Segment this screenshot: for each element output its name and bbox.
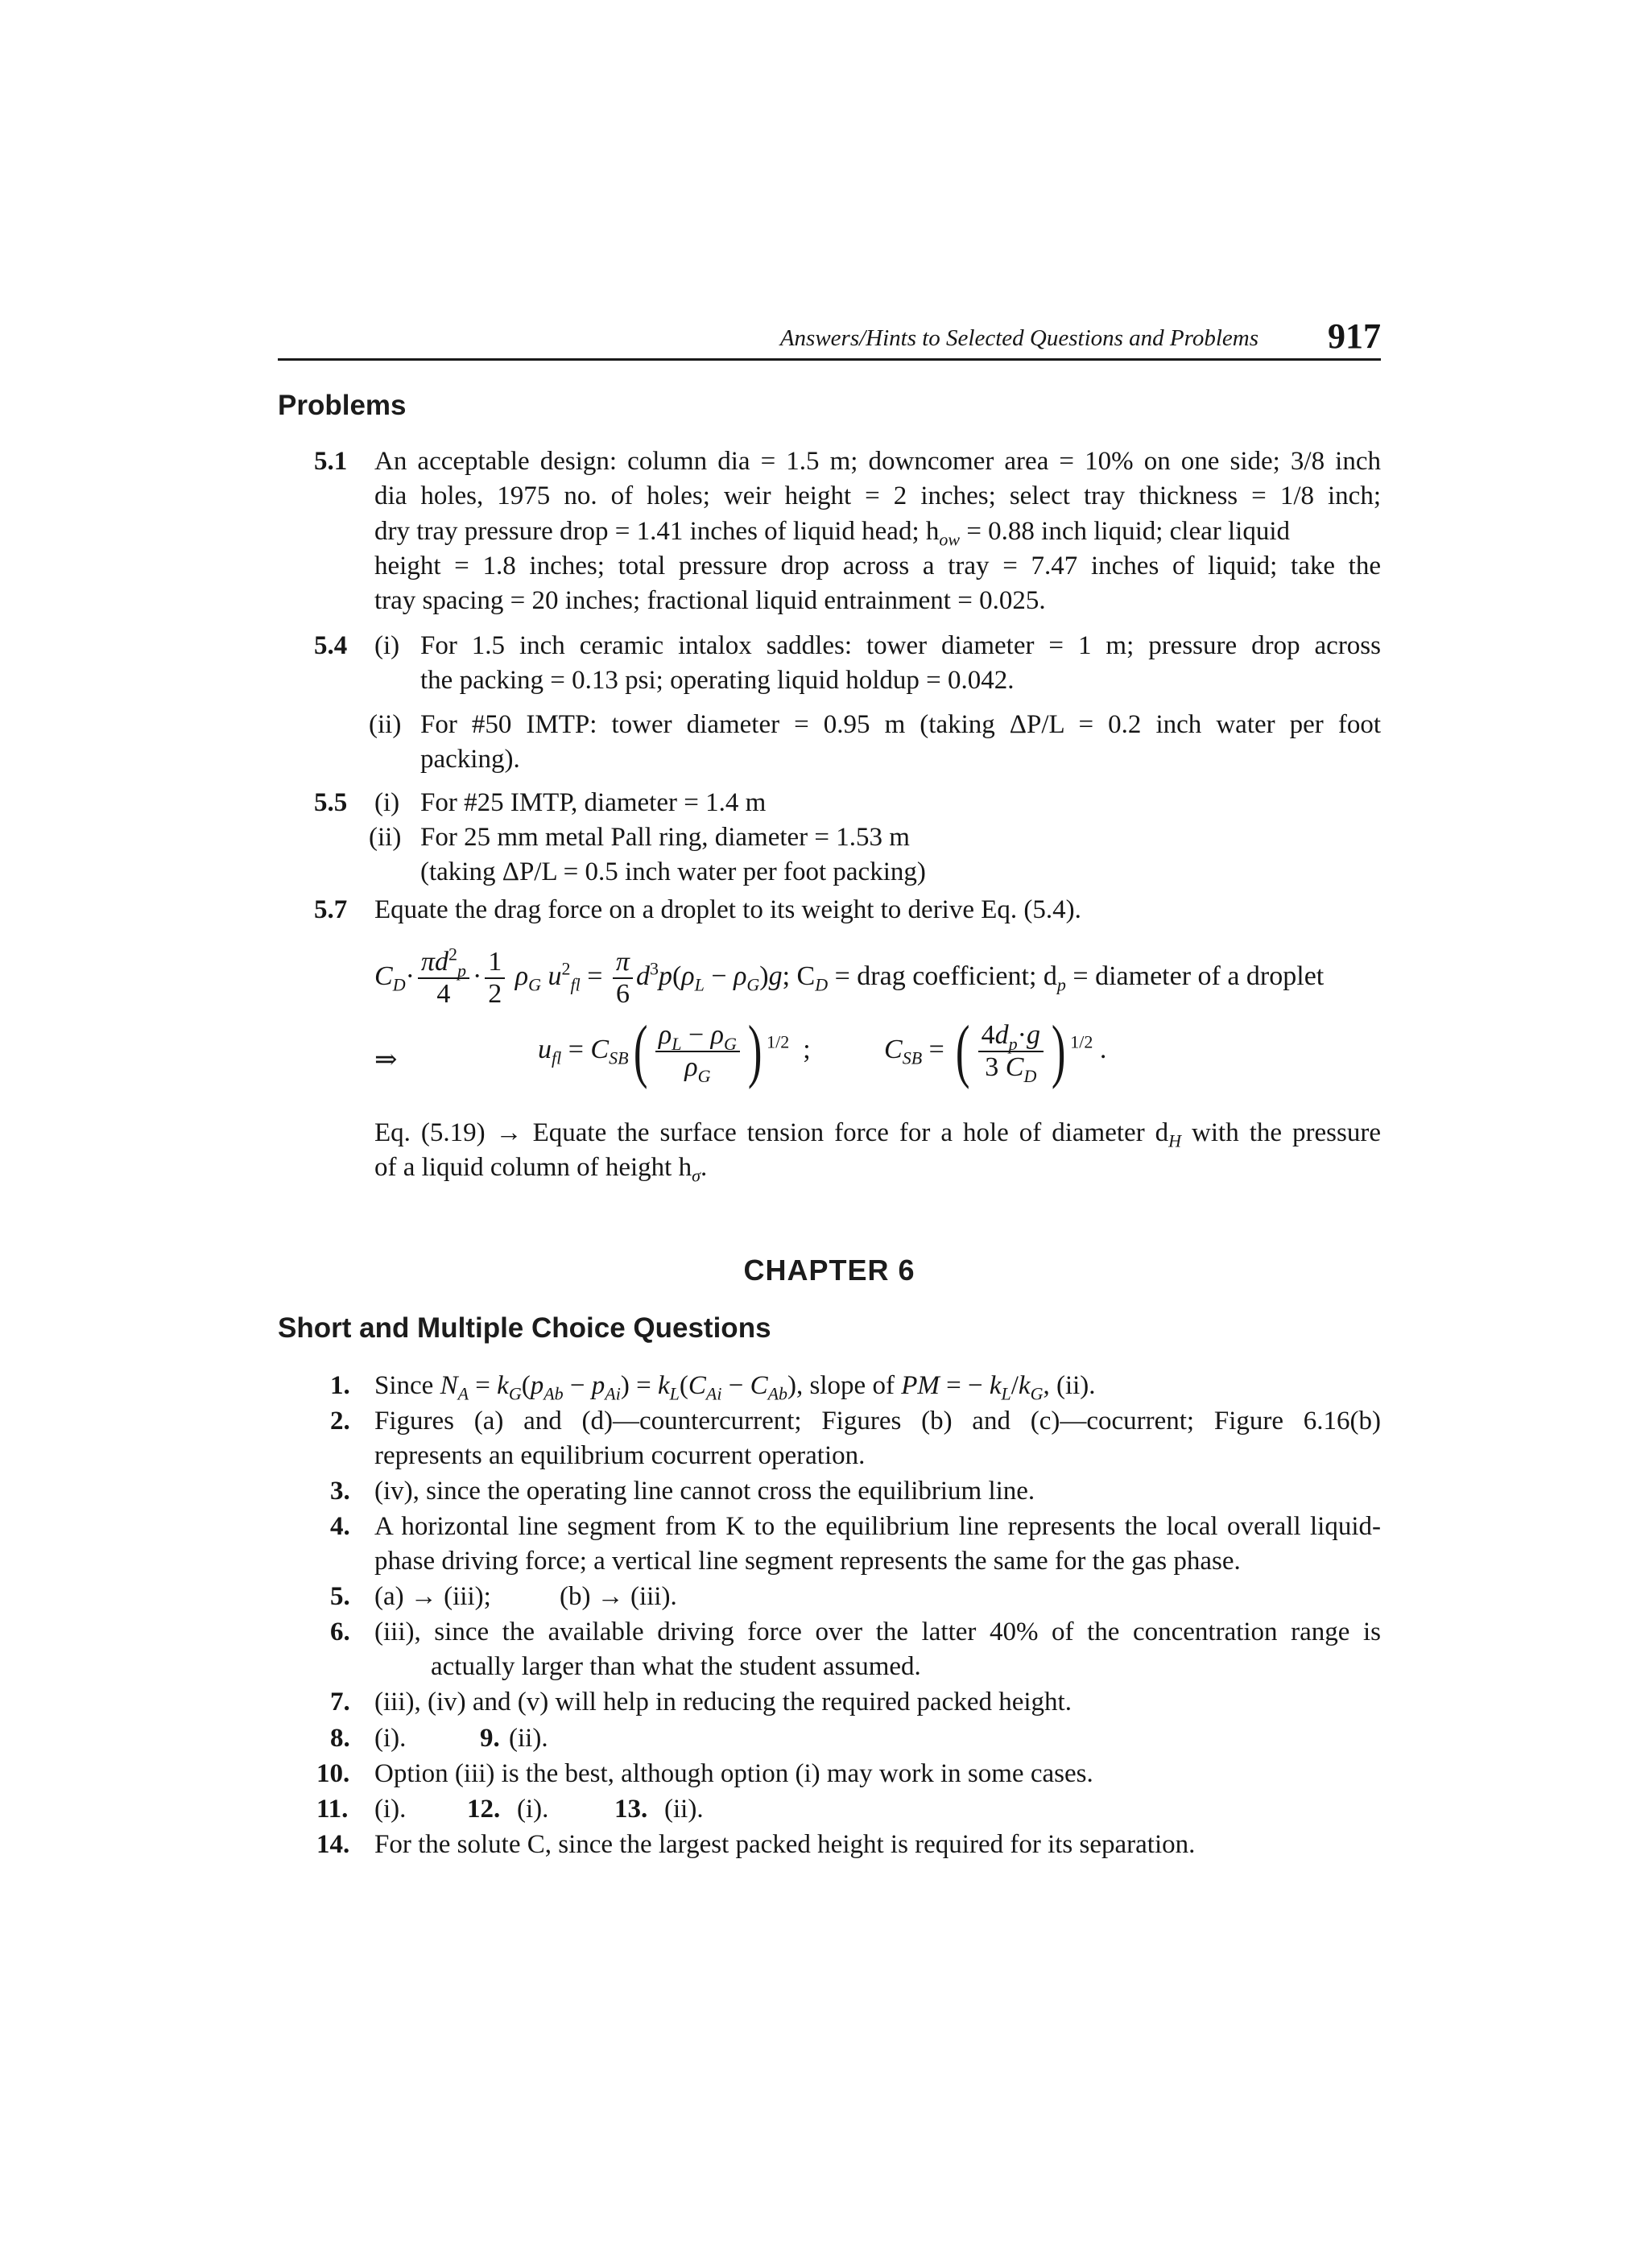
problem-5-4-line: For 1.5 inch ceramic intalox saddles: tower diameter = 1 m; pressure drop across bbox=[420, 631, 1381, 660]
answer-text: (b) → (iii). bbox=[560, 1582, 677, 1611]
answer-number: 4. bbox=[330, 1512, 350, 1541]
answer-number: 14. bbox=[316, 1830, 350, 1859]
answer-number: 5. bbox=[330, 1582, 350, 1611]
answer-number: 6. bbox=[330, 1617, 350, 1646]
problems-heading: Problems bbox=[278, 390, 407, 421]
page-number: 917 bbox=[1328, 316, 1381, 356]
answer-text: For the solute C, since the largest packed height is required for its separation. bbox=[374, 1830, 1196, 1859]
answer-text: actually larger than what the student assumed. bbox=[431, 1652, 921, 1681]
answer-text: (i). bbox=[374, 1795, 407, 1824]
problem-5-5-line: For 25 mm metal Pall ring, diameter = 1.53 m bbox=[420, 823, 910, 852]
answer-text: phase driving force; a vertical line segment represents the same for the gas phase. bbox=[374, 1547, 1241, 1576]
answer-text: (iv), since the operating line cannot cross the equilibrium line. bbox=[374, 1477, 1035, 1506]
problem-5-1-line: height = 1.8 inches; total pressure drop across a tray = 7.47 inches of liquid; take the bbox=[374, 552, 1381, 580]
problem-5-7-line: Equate the drag force on a droplet to its weight to derive Eq. (5.4). bbox=[374, 895, 1081, 924]
answer-number: 10. bbox=[316, 1759, 350, 1788]
answer-number: 7. bbox=[330, 1688, 350, 1716]
page-header bbox=[278, 316, 1381, 361]
csb-equation: $C_{SB}$ = ( $\frac{4d_p\cdot g}{3 C_D}$ ) $^{1/2}$ . bbox=[884, 1012, 1107, 1090]
answer-text: (iii), since the available driving force over the latter 40% of the concentration range is bbox=[374, 1617, 1381, 1646]
item-label: (ii) bbox=[369, 710, 402, 739]
drag-force-equation: $C_D\cdot$ $\frac{\pi d^2_p}{4}$ · $\frac{1}{2}$ $\rho_G$ $u^2_{fl}$ = $\frac{\pi}{6}$ $d^3p(\rho_L - \rho_G)g$; $C_D$ = drag coefficient; $d_p$ = diameter of a droplet bbox=[374, 944, 1325, 1009]
answer-text: Since $N_A = k_G(p_{Ab} - p_{Ai}) = k_L(C_{Ai} - C_{Ab})$, slope of PM = − $k_L/k_G$, (ii). bbox=[374, 1371, 1096, 1404]
equation-note: of a liquid column of height $h_\sigma$. bbox=[374, 1153, 708, 1186]
answer-number: 11. bbox=[316, 1795, 349, 1824]
problem-5-1-line: dry tray pressure drop = 1.41 inches of liquid head; $h_{ow} = 0.88$ inch liquid; clear liquid bbox=[374, 517, 1291, 550]
chapter-title: CHAPTER 6 bbox=[743, 1254, 915, 1287]
answer-number: 13. bbox=[614, 1795, 648, 1824]
answer-text: Option (iii) is the best, although option (i) may work in some cases. bbox=[374, 1759, 1093, 1788]
answer-text: (i). bbox=[374, 1724, 407, 1753]
problem-5-5-line: (taking ΔP/L = 0.5 inch water per foot packing) bbox=[420, 857, 926, 886]
answer-number: 3. bbox=[330, 1477, 350, 1506]
problem-5-5-line: For #25 IMTP, diameter = 1.4 m bbox=[420, 788, 767, 817]
answer-text: represents an equilibrium cocurrent operation. bbox=[374, 1441, 866, 1470]
implies-symbol: ⇒ bbox=[374, 1045, 398, 1075]
item-label: (i) bbox=[374, 631, 400, 660]
problem-5-4-line: packing). bbox=[420, 745, 520, 774]
answer-number: 9. bbox=[480, 1724, 500, 1753]
answer-text: (i). bbox=[517, 1795, 549, 1824]
flooding-velocity-equation: $u_{fl} = C_{SB}$( $\frac{\rho_L - \rho_G}{\rho_G}$ ) $^{1/2}$ ; bbox=[538, 1012, 811, 1090]
problem-5-1-line: dia holes, 1975 no. of holes; weir height = 2 inches; select tray thickness = 1/8 inch; bbox=[374, 481, 1381, 510]
answer-number: 12. bbox=[467, 1795, 501, 1824]
equation-note: Eq. (5.19) → Equate the surface tension force for a hole of diameter $d_H$ with the pressure bbox=[374, 1118, 1381, 1151]
item-label: (i) bbox=[374, 788, 400, 817]
section-heading: Short and Multiple Choice Questions bbox=[278, 1312, 771, 1344]
answer-text: A horizontal line segment from K to the equilibrium line represents the local overall liquid- bbox=[374, 1512, 1381, 1541]
answer-text: (ii). bbox=[664, 1795, 704, 1824]
answer-text: (a) → (iii); bbox=[374, 1582, 491, 1611]
answer-text: (iii), (iv) and (v) will help in reducing the required packed height. bbox=[374, 1688, 1072, 1716]
problem-5-1-line: tray spacing = 20 inches; fractional liquid entrainment = 0.025. bbox=[374, 586, 1046, 615]
answer-number: 2. bbox=[330, 1407, 350, 1436]
answer-number: 1. bbox=[330, 1371, 350, 1400]
answer-text: Figures (a) and (d)—countercurrent; Figures (b) and (c)—cocurrent; Figure 6.16(b) bbox=[374, 1407, 1381, 1436]
answer-number: 8. bbox=[330, 1724, 350, 1753]
header-rule bbox=[278, 358, 1381, 361]
problem-5-4-line: For #50 IMTP: tower diameter = 0.95 m (taking ΔP/L = 0.2 inch water per foot bbox=[420, 710, 1381, 739]
answer-text: (ii). bbox=[509, 1724, 548, 1753]
problem-number: 5.1 bbox=[314, 447, 348, 476]
problem-number: 5.4 bbox=[314, 631, 348, 660]
problem-number: 5.5 bbox=[314, 788, 348, 817]
item-label: (ii) bbox=[369, 823, 402, 852]
problem-5-1-line: An acceptable design: column dia = 1.5 m; downcomer area = 10% on one side; 3/8 inch bbox=[374, 447, 1381, 476]
running-title: Answers/Hints to Selected Questions and Problems bbox=[779, 325, 1258, 351]
problem-number: 5.7 bbox=[314, 895, 348, 924]
problem-5-4-line: the packing = 0.13 psi; operating liquid holdup = 0.042. bbox=[420, 666, 1015, 695]
